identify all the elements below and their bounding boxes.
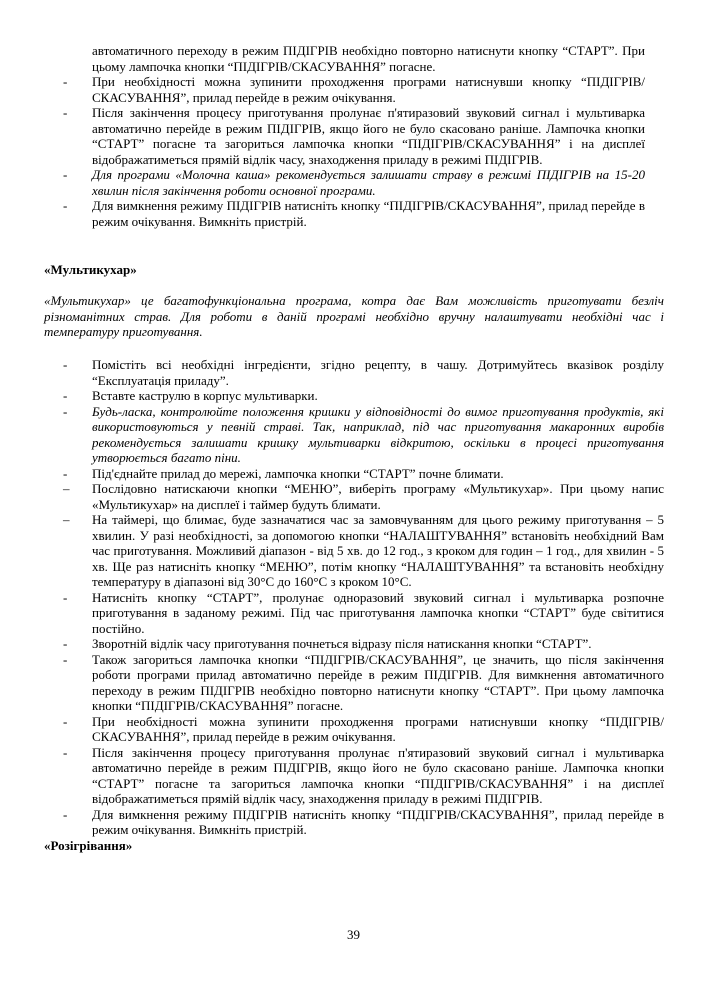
section-heading-multicook: «Мультикухар» — [44, 262, 137, 277]
list-item: - Зворотній відлік часу приготування почнеться відразу після натискання кнопки “СТАРТ”. — [63, 636, 664, 652]
list-item: - Під'єднайте прилад до мережі, лампочка кнопки “СТАРТ” почне блимати. — [63, 466, 664, 482]
list-item: - Після закінчення процесу приготування пролунає п'ятиразовий звуковий сигнал і мультиварка автоматично перейде в режим ПІДІГРІВ, якщо його не було скасовано раніше. Лампочка кнопки “СТАРТ” погасне та загориться лампочка кнопки “ПІДІГРІВ/СКАСУВАННЯ” і на дисплеї відображатиметься прямій відлік часу, знаходження приладу в режимі ПІДІГРІВ. — [63, 745, 664, 807]
list-item: – Послідовно натискаючи кнопки “МЕНЮ”, виберіть програму «Мультикухар». При цьому напис «Мультикухар» на дисплеї і таймер будуть блимати. — [63, 481, 664, 512]
top-list-block — [63, 43, 645, 229]
list-item: - Також загориться лампочка кнопки “ПІДІГРІВ/СКАСУВАННЯ”, це значить, що після закінчення роботи програми прилад автоматично перейде в режим ПІДІГРІВ. Для вимкнення автоматичного переходу в режим ПІДІГРІВ необхідно повторно натиснути кнопку “СТАРТ”. При цьому лампочка кнопки “ПІДІГРІВ/СКАСУВАННЯ” погасне. — [63, 652, 664, 714]
list-item: - При необхідності можна зупинити проходження програми натиснувши кнопку “ПІДІГРІВ/СКАСУВАННЯ”, прилад перейде в режим очікування. — [63, 714, 664, 745]
section-heading-reheat: «Розігрівання» — [44, 837, 133, 853]
multicook-steps-list — [63, 357, 664, 838]
list-item: - Вставте каструлю в корпус мультиварки. — [63, 388, 664, 404]
page-number: 39 — [347, 927, 360, 942]
list-item: - Помістіть всі необхідні інгредієнти, згідно рецепту, в чашу. Дотримуйтесь вказівок розділу “Експлуатація приладу”. — [63, 357, 664, 388]
list-item: - Для вимкнення режиму ПІДІГРІВ натисніть кнопку “ПІДІГРІВ/СКАСУВАННЯ”, прилад перейде в режим очікування. Вимкніть пристрій. — [63, 198, 645, 229]
section-intro: «Мультикухар» це багатофункціональна програма, котра дає Вам можливість приготувати безліч різноманітних страв. Для роботи в даній програмі необхідно вручну налаштувати необхідні час і температуру приготування. — [44, 293, 664, 339]
list-item: - При необхідності можна зупинити проходження програми натиснувши кнопку “ПІДІГРІВ/СКАСУВАННЯ”, прилад перейде в режим очікування. — [63, 74, 645, 105]
list-item: – На таймері, що блимає, буде зазначатися час за замовчуванням для цього режиму приготування – 5 хвилин. У разі необхідності, за допомогою кнопки “НАЛАШТУВАННЯ” встановіть необхідний Вам час приготування. Можливий діапазон - від 5 хв. до 12 год., з кроком для годин – 1 год., для хвилин - 5 хв. Ще раз натисніть кнопку “МЕНЮ”, потім кнопку “НАЛАШТУВАННЯ” та встановіть необхідну температуру в діапазоні від 30°С до 160°С з кроком 10°С. — [63, 512, 664, 590]
list-item-note: - Будь-ласка, контролюйте положення кришки у відповідності до вимог приготування продуктів, які використовуються у певній страві. Так, наприклад, під час приготування макаронних виробів рекомендується залишати кришку мультиварки відкритою, оскільки в процесі приготування утворюється багато піни. — [63, 404, 664, 466]
list-item-note: - Для програми «Молочна каша» рекомендується залишати страву в режимі ПІДІГРІВ на 15-20 хвилин після закінчення роботи основної програми. — [63, 167, 645, 198]
list-item: - Для вимкнення режиму ПІДІГРІВ натисніть кнопку “ПІДІГРІВ/СКАСУВАННЯ”, прилад перейде в режим очікування. Вимкніть пристрій. — [63, 807, 664, 838]
top-bullet-list — [63, 74, 645, 229]
list-item-continuation: автоматичного переходу в режим ПІДІГРІВ необхідно повторно натиснути кнопку “СТАРТ”. При цьому лампочка кнопки “ПІДІГРІВ/СКАСУВАННЯ” погасне. — [92, 43, 645, 74]
multicook-steps-block — [44, 357, 664, 853]
list-item: - Натисніть кнопку “СТАРТ”, пролунає одноразовий звуковий сигнал і мультиварка розпочне приготування в заданому режимі. Під час приготування лампочка кнопки “СТАРТ” буде світитися постійно. — [63, 590, 664, 637]
list-item: - Після закінчення процесу приготування пролунає п'ятиразовий звуковий сигнал і мультиварка автоматично перейде в режим ПІДІГРІВ, якщо його не було скасовано раніше. Лампочка кнопки “СТАРТ” погасне та загориться лампочка кнопки “ПІДІГРІВ/СКАСУВАННЯ” і на дисплеї відображатиметься прямій відлік часу, знаходження приладу в режимі ПІДІГРІВ. — [63, 105, 645, 167]
